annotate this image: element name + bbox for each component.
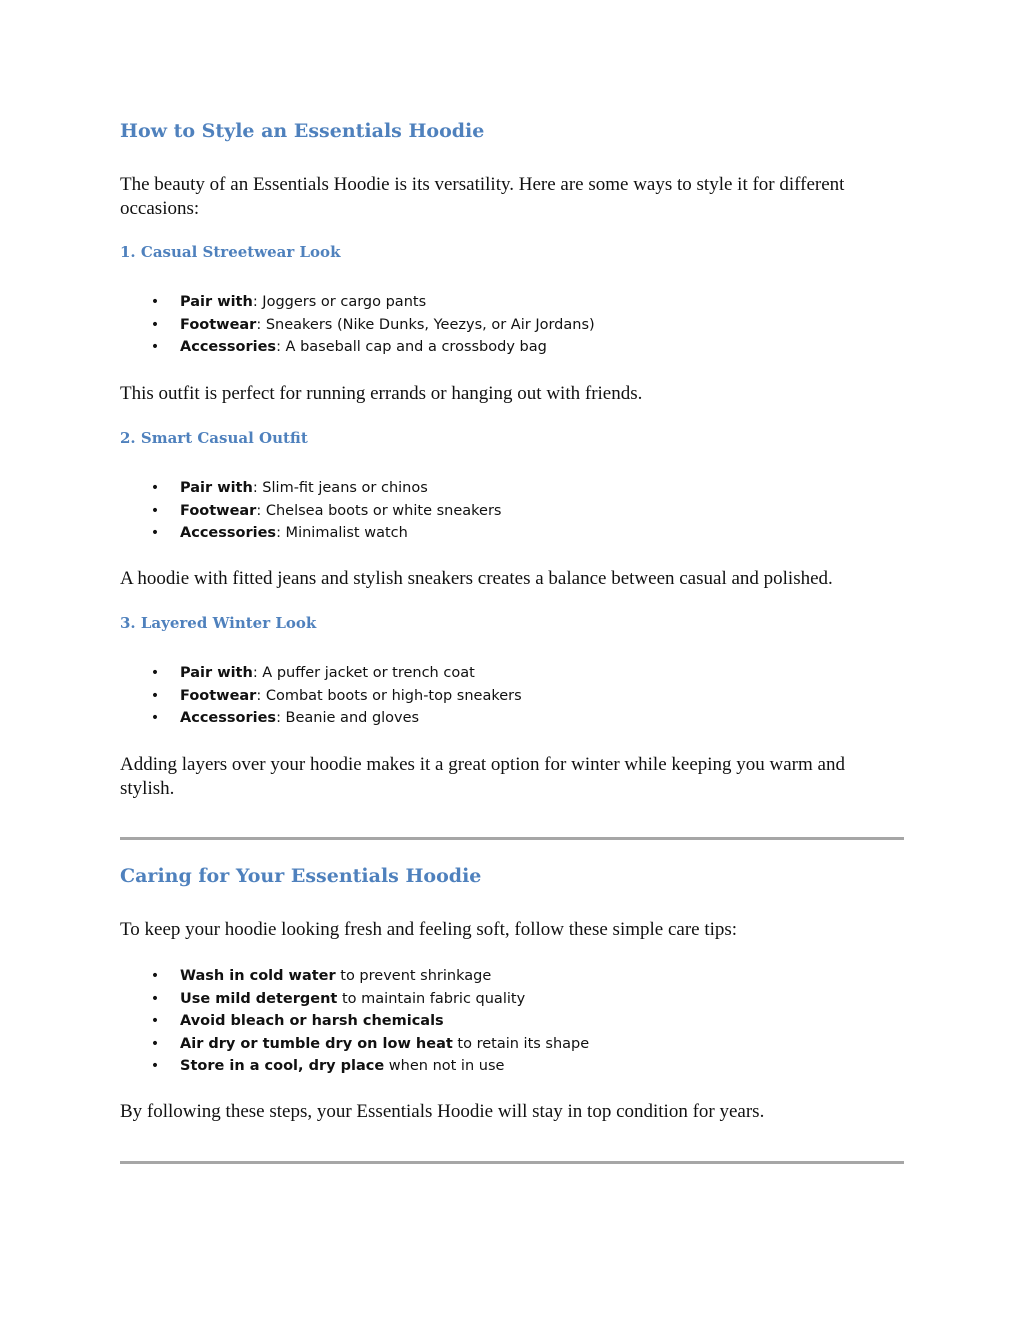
item-label: Pair with (180, 294, 253, 310)
item-text: : A baseball cap and a crossbody bag (276, 339, 547, 356)
list-item (120, 965, 589, 988)
list-item (120, 1010, 589, 1033)
bullet-icon: • (150, 480, 160, 496)
item-label: Footwear (180, 687, 257, 704)
section-heading-layered-winter: 3. Layered Winter Look (120, 614, 317, 632)
care-intro: To keep your hoodie looking fresh and feeling soft, follow these simple care tips: (120, 919, 738, 940)
item-text: : Slim-fit jeans or chinos (252, 480, 428, 496)
smart-casual-list (120, 477, 501, 545)
bullet-icon: • (150, 1035, 160, 1052)
care-title: Caring for Your Essentials Hoodie (120, 865, 482, 887)
tip-label: Air dry or tumble dry on low heat (180, 1035, 453, 1052)
tip-text: to retain its shape (452, 1035, 590, 1052)
horizontal-rule (120, 837, 904, 840)
smart-casual-summary: A hoodie with fitted jeans and stylish sneakers creates a balance between casual and polished. (120, 568, 833, 589)
bullet-icon: • (150, 294, 160, 310)
item-label: Accessories (180, 710, 277, 727)
care-outro: By following these steps, your Essentials Hoodie will stay in top condition for years. (120, 1101, 765, 1122)
tip-text: when not in use (384, 1058, 505, 1075)
item-label: Footwear (180, 502, 257, 519)
list-item (120, 1055, 589, 1078)
styling-intro: The beauty of an Essentials Hoodie is its versatility. Here are some ways to style it for different occasions: (120, 174, 845, 219)
bullet-icon: • (150, 968, 160, 984)
item-label: Accessories (180, 525, 277, 542)
layered-winter-list (120, 662, 522, 730)
bullet-icon: • (150, 339, 160, 356)
bullet-icon: • (150, 687, 160, 704)
bullet-icon: • (150, 710, 160, 727)
bullet-icon: • (150, 316, 160, 333)
bullet-icon: • (150, 525, 160, 542)
list-item (120, 336, 595, 359)
bullet-icon: • (150, 1058, 160, 1075)
tip-label: Avoid bleach or harsh chemicals (180, 1013, 444, 1030)
item-text: : Minimalist watch (276, 525, 408, 542)
item-text: : Beanie and gloves (276, 710, 420, 727)
item-text: : Combat boots or high-top sneakers (256, 687, 522, 704)
list-item (120, 707, 522, 730)
item-label: Pair with (180, 480, 253, 496)
item-text: : Chelsea boots or white sneakers (256, 502, 502, 519)
item-text: : A puffer jacket or trench coat (252, 665, 475, 681)
bullet-icon: • (150, 665, 160, 681)
section-heading-casual-streetwear: 1. Casual Streetwear Look (120, 243, 341, 261)
tip-label: Store in a cool, dry place (180, 1058, 385, 1075)
list-item (120, 477, 501, 500)
list-item (120, 500, 501, 523)
bullet-icon: • (150, 1013, 160, 1030)
tip-text: to maintain fabric quality (337, 990, 526, 1007)
item-label: Accessories (180, 339, 277, 356)
tip-label: Wash in cold water (180, 968, 336, 984)
item-text: : Sneakers (Nike Dunks, Yeezys, or Air Jordans) (256, 316, 595, 333)
horizontal-rule (120, 1161, 904, 1164)
list-item (120, 1033, 589, 1056)
item-label: Footwear (180, 316, 257, 333)
bullet-icon: • (150, 502, 160, 519)
list-item (120, 988, 589, 1011)
list-item (120, 291, 595, 314)
section-heading-smart-casual: 2. Smart Casual Outfit (120, 429, 308, 447)
list-item (120, 522, 501, 545)
styling-title: How to Style an Essentials Hoodie (120, 120, 485, 142)
list-item (120, 685, 522, 708)
bullet-icon: • (150, 990, 160, 1007)
list-item (120, 314, 595, 337)
layered-winter-summary: Adding layers over your hoodie makes it a great option for winter while keeping you warm and stylish. (120, 754, 845, 799)
list-item (120, 662, 522, 685)
item-label: Pair with (180, 665, 253, 681)
tip-label: Use mild detergent (180, 990, 338, 1007)
tip-text: to prevent shrinkage (335, 968, 492, 984)
item-text: : Joggers or cargo pants (252, 294, 427, 310)
casual-streetwear-summary: This outfit is perfect for running errands or hanging out with friends. (120, 383, 643, 404)
casual-streetwear-list (120, 291, 595, 359)
care-tips-list (120, 965, 589, 1078)
